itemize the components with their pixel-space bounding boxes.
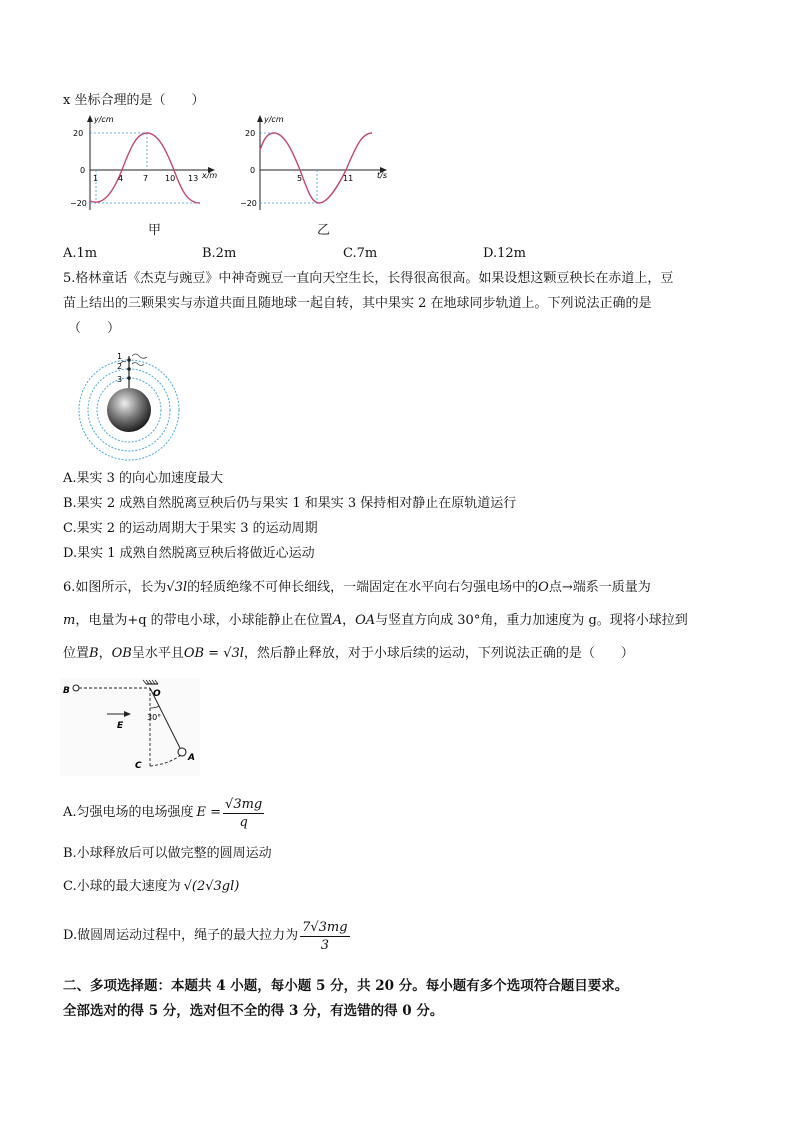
fruit-label-2: 2 — [117, 362, 123, 371]
q6-stem-line1: 6.如图所示，长为√3l的轻质绝缘不可伸长细线，一端固定在水平向右匀强电场中的O点→端系一质量为 — [63, 580, 651, 595]
yi-xtick-5: 5 — [297, 174, 303, 183]
label-b: B — [63, 686, 70, 696]
jia-xtick-1: 1 — [93, 174, 99, 183]
graph-yi-caption: 乙 — [317, 223, 331, 238]
jia-ytick-neg20: −20 — [70, 199, 87, 208]
jia-xtick-7: 7 — [143, 174, 149, 183]
graph-yi — [232, 110, 392, 218]
jia-ytick-0: 0 — [80, 166, 86, 175]
q5-orbit-figure — [76, 344, 186, 462]
q6-length-expr: √3l — [166, 580, 188, 595]
q5-stem-line1: 5.格林童话《杰克与豌豆》中神奇豌豆一直向天空生长，长得很高很高。如果设想这颗豆秧长在赤道上，豆 — [63, 271, 674, 286]
q6-option-c: C.小球的最大速度为 √(2√3gl) — [63, 879, 240, 894]
jia-xtick-13: 13 — [188, 174, 199, 183]
fruit-label-1: 1 — [117, 352, 123, 361]
jia-xlabel: x/m — [202, 171, 218, 180]
q4-option-c: C.7m — [343, 246, 378, 261]
label-a: A — [188, 753, 195, 763]
q5-stem-line2: 苗上结出的三颗果实与赤道共面且随地球一起自转，其中果实 2 在地球同步轨道上。下列说法正确的是 — [63, 296, 652, 311]
q5-option-a: A.果实 3 的向心加速度最大 — [63, 471, 224, 486]
q4-stem-tail: x 坐标合理的是（ ） — [63, 93, 205, 108]
section2-heading-line2: 全部选对的得 5 分，选对但不全的得 3 分，有选错的得 0 分。 — [63, 1003, 444, 1019]
jia-ylabel: y/cm — [94, 115, 114, 124]
ball-a-icon — [178, 748, 186, 756]
label-e: E — [117, 721, 124, 731]
q5-option-c: C.果实 2 的运动周期大于果实 3 的运动周期 — [63, 521, 318, 536]
yi-ytick-20: 20 — [245, 129, 256, 138]
label-c: C — [135, 761, 142, 771]
q6-ob-expr: OB = √3l — [183, 646, 244, 661]
q5-option-d: D.果实 1 成熟自然脱离豆秧后将做近心运动 — [63, 546, 315, 561]
section2-heading-line1: 二、多项选择题：本题共 4 小题，每小题 5 分，共 20 分。每小题有多个选项符合题目要求。 — [63, 978, 629, 994]
label-o: O — [153, 689, 161, 699]
q6-stem-line3: 位置B，OB呈水平且OB = √3l，然后静止释放，对于小球后续的运动，下列说法正确的是（ ） — [63, 646, 634, 661]
q6-pendulum-figure — [60, 678, 200, 776]
fruit-label-3: 3 — [117, 375, 123, 384]
yi-wave — [260, 133, 372, 203]
jia-wave — [90, 133, 200, 203]
q4-option-d: D.12m — [483, 246, 526, 261]
yi-xlabel: t/s — [377, 171, 387, 180]
yi-ylabel: y/cm — [264, 115, 284, 124]
q6-option-a-fraction: $\frac{√3mg}{q}$ — [225, 796, 263, 830]
q6-option-d: D.做圆周运动过程中，绳子的最大拉力为 $\frac{7√3mg}{3}$ — [63, 919, 348, 953]
jia-ytick-20: 20 — [73, 129, 84, 138]
earth-icon — [107, 388, 151, 432]
q4-option-a: A.1m — [63, 246, 98, 261]
q5-stem-line3: （ ） — [68, 321, 121, 336]
q6-option-a: A.匀强电场的电场强度 E = $\frac{√3mg}{q}$ — [63, 796, 263, 830]
q4-option-b: B.2m — [202, 246, 237, 261]
yi-xtick-11: 11 — [343, 174, 354, 183]
yi-ytick-neg20: −20 — [240, 199, 257, 208]
angle-label: 30° — [147, 713, 162, 722]
graph-jia-caption: 甲 — [148, 223, 162, 238]
yi-ytick-0: 0 — [250, 166, 256, 175]
jia-xtick-4: 4 — [118, 174, 124, 183]
q6-option-d-fraction: $\frac{7√3mg}{3}$ — [302, 919, 348, 953]
q6-max-speed-expr: √(2√3gl) — [183, 879, 240, 894]
graph-jia — [60, 110, 220, 218]
q6-option-b: B.小球释放后可以做完整的圆周运动 — [63, 846, 272, 861]
jia-xtick-10: 10 — [165, 174, 176, 183]
q5-option-b: B.果实 2 成熟自然脱离豆秧后仍与果实 1 和果实 3 保持相对静止在原轨道运行 — [63, 496, 517, 511]
q6-stem-line2: m，电量为+q 的带电小球，小球能静止在位置A，OA与竖直方向成 30°角，重力加速度为 g。现将小球拉到 — [63, 613, 688, 628]
